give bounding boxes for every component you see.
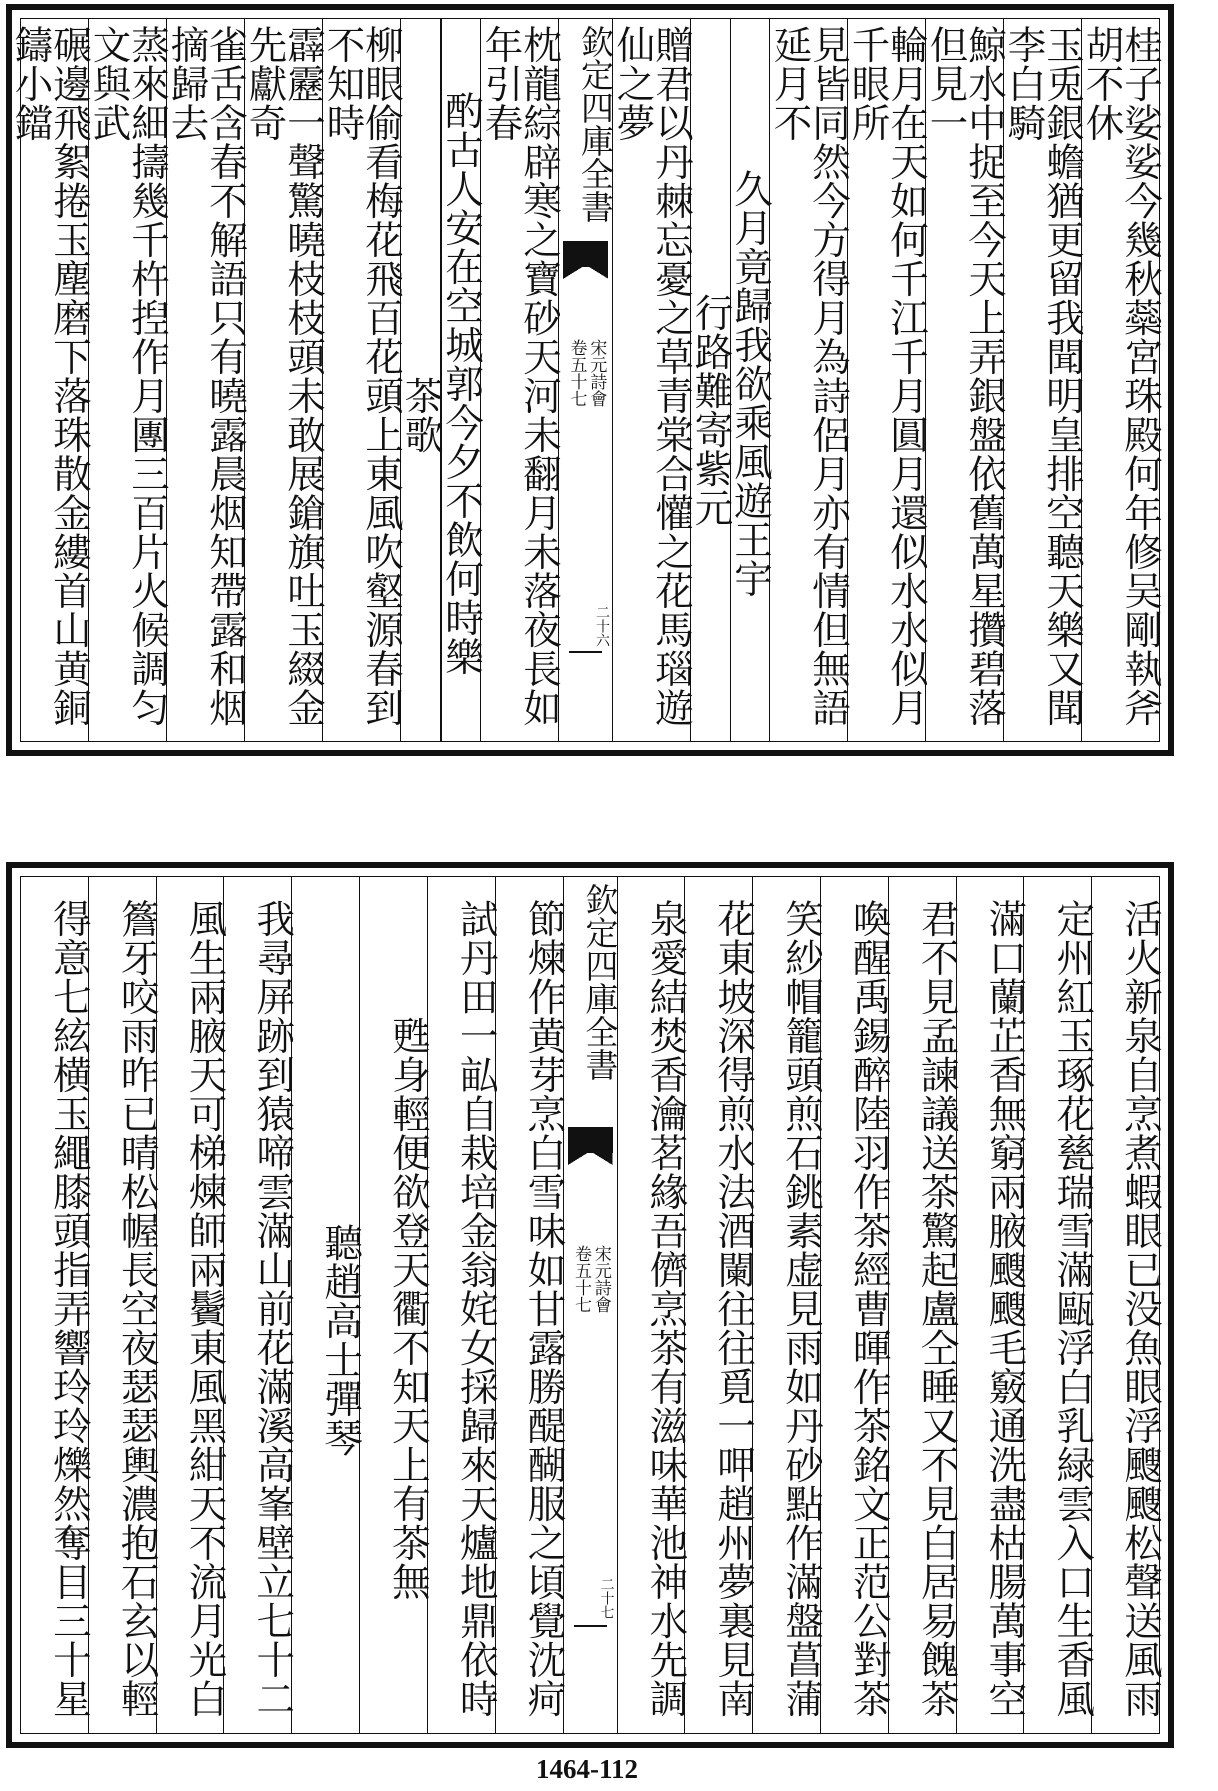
text-column: 君不見孟諫議送茶驚起盧仝睡又不見白居易餽茶	[888, 877, 956, 1733]
collection-name: 宋元詩會	[590, 1245, 611, 1313]
text-column: 甦身輕便欲登天衢不知天上有茶無	[359, 877, 427, 1733]
page-number-rule	[574, 1625, 607, 1627]
collection-name: 宋元詩會	[586, 339, 607, 407]
text-column: 柳眼偷看梅花飛百花頭上東風吹壑源春到不知時	[322, 19, 400, 741]
text-frame-bottom	[20, 876, 1163, 1734]
volume-label	[559, 339, 612, 407]
text-column: 酌古人安在空城郭今夕不飲何時樂	[441, 19, 481, 741]
page-number: 二十七	[598, 1577, 615, 1619]
text-column: 試丹田一畆自栽培金翁姹女採歸來天爐地鼎依時	[427, 877, 495, 1733]
page-bottom	[6, 862, 1174, 1748]
text-column: 贈君以丹棘忘憂之草青棠合懽之花馬瑙遊仙之夢	[612, 19, 690, 741]
text-column: 喚醒禹錫醉陸羽作茶經曹暉作茶銘文正范公對茶	[820, 877, 888, 1733]
text-column: 得意七絃横玉繩膝頭指弄響玲玲爍然奪目三十星	[46, 898, 92, 1718]
page-top	[6, 4, 1174, 756]
text-column: 花東坡深得煎水法酒闌往往覓一呷趙州夢裏見南	[684, 877, 752, 1733]
book-title: 欽定四庫全書	[576, 25, 615, 223]
text-column: 雀舌含春不解語只有曉露晨烟知帶露和烟摘歸去	[166, 19, 244, 741]
text-column: 笑紗帽籠頭煎石銚素虚見雨如丹砂點作滿盤菖蒲	[752, 877, 820, 1733]
poem-title: 聽趙高士彈琴	[291, 877, 359, 1733]
text-column: 蒸來細擣幾千杵揑作月團三百片火候調匀文與武	[88, 19, 166, 741]
text-column: 久月竟歸我欲乘風遊王宇	[730, 19, 770, 741]
text-column: 節煉作黄芽烹白雪味如甘露勝醍醐服之頃覺沈疴	[495, 877, 563, 1733]
text-column: 霹靂一聲驚曉枝枝頭未敢展鎗旗吐玉綴金先獻奇	[244, 19, 322, 741]
text-column: 活火新泉自烹煮蝦眼已没魚眼浮颼颼松聲送風雨	[1091, 877, 1159, 1733]
text-frame-top	[8, 18, 1163, 742]
text-column: 枕龍綜辟寒之寶砂天河未翻月未落夜長如年引春	[480, 19, 558, 741]
page-number: 二十六	[594, 605, 610, 647]
volume-number: 卷五十七	[566, 339, 587, 407]
page-footer-number: 1464-112	[535, 1754, 638, 1784]
page-number-rule	[569, 651, 602, 653]
center-fold-top	[558, 19, 615, 741]
text-column: 滿口蘭芷香無窮兩腋颼颼毛竅通洗盡枯腸萬事空	[956, 877, 1024, 1733]
text-column: 桂子娑娑今幾秋蘂宮珠殿何年修吴剛執斧胡不休	[1081, 19, 1159, 741]
text-column: 我尋屏跡到猿啼雲滿山前花滿溪高峯壁立七十二	[223, 877, 291, 1733]
poem-title: 行路難寄紫元	[690, 19, 730, 741]
text-column: 風生兩腋天可梯煉師兩鬢東風黑紺天不流月光白	[156, 877, 224, 1733]
text-column: 見皆同然今方得月為詩侶月亦有情但無語延月不	[769, 19, 847, 741]
fishtail-mark	[568, 1127, 613, 1153]
text-column: 鯨水中捉至今天上弄銀盤依舊萬星攢碧落但見一	[925, 19, 1003, 741]
volume-label	[564, 1245, 617, 1313]
poem-title: 茶歌	[400, 19, 440, 741]
text-column: 玉兎銀蟾猶更留我聞明皇排空聽天樂又聞李白騎	[1003, 19, 1081, 741]
text-column: 碾邊飛絮捲玉塵磨下落珠散金縷首山黄銅鑄小鐺	[8, 25, 92, 727]
text-column: 定州紅玉琢花甆瑞雪滿甌浮白乳緑雲入口生香風	[1023, 877, 1091, 1733]
volume-number: 卷五十七	[571, 1245, 591, 1313]
book-title: 欽定四庫全書	[580, 883, 620, 1081]
text-column: 輪月在天如何千江千月圓月還似水水似月千眼所	[847, 19, 925, 741]
text-column: 簷牙咬雨昨已晴松幄長空夜瑟瑟輿濃抱石玄以輕	[88, 877, 156, 1733]
text-column: 泉愛結焚香瀹茗緣吾儕烹茶有滋味華池神水先調	[617, 877, 685, 1733]
fishtail-mark	[563, 241, 608, 267]
center-fold-bottom	[563, 877, 620, 1733]
